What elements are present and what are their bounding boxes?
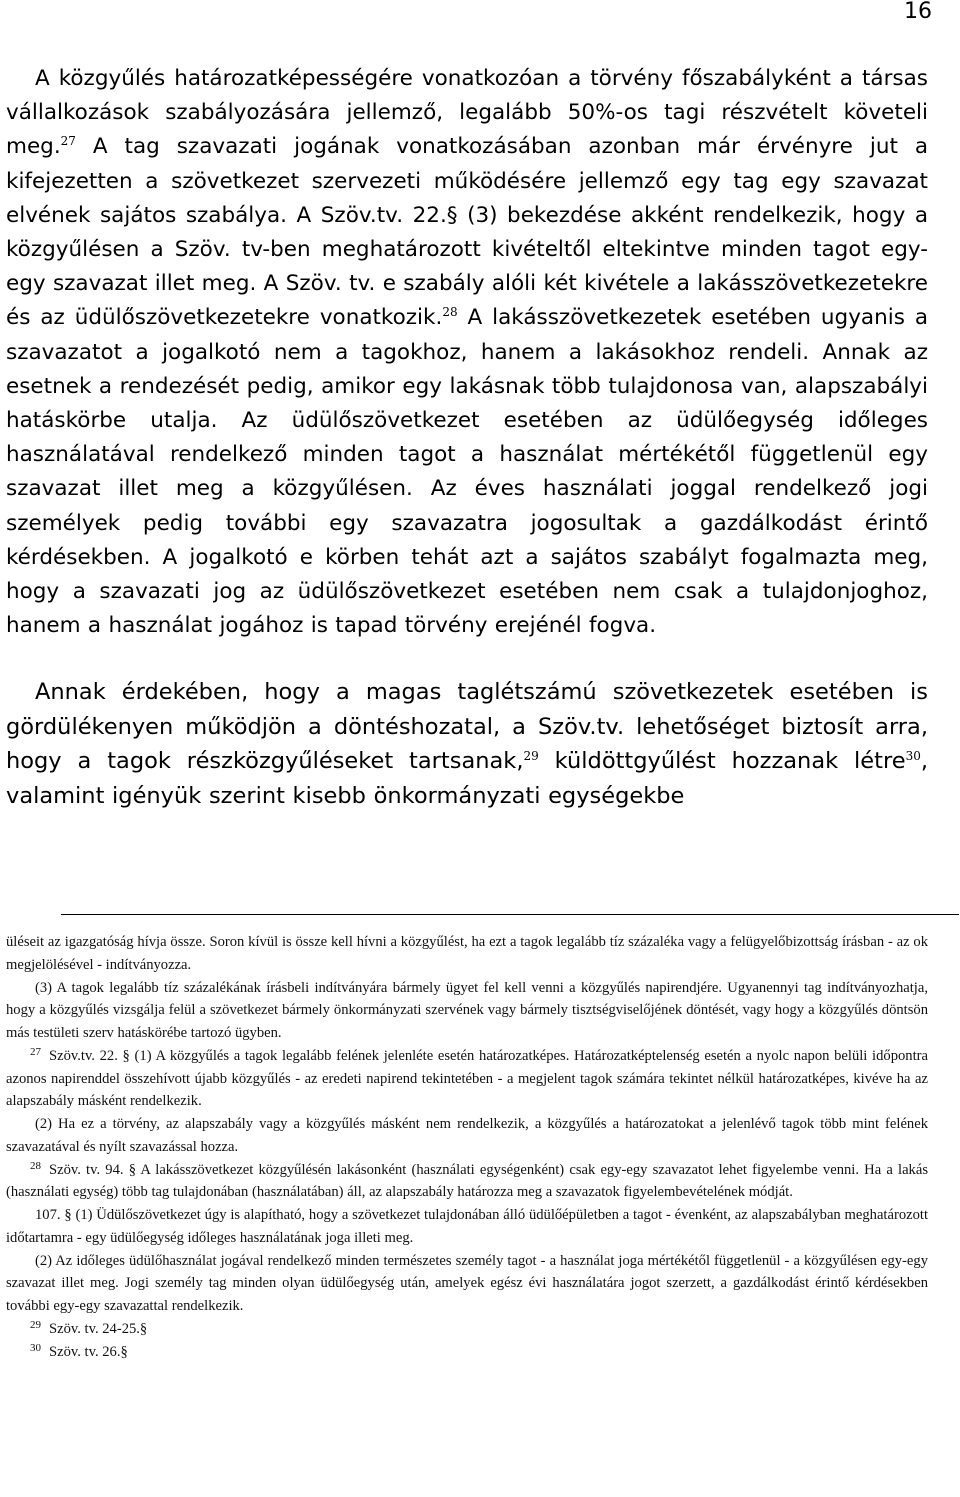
footnote-28 <box>6 1159 928 1205</box>
footnote-29-marker: 29 <box>30 1318 41 1331</box>
paragraph-1-part-b: A tag szavazati jogának vonatkozásában azonban már érvényre jut a kifejezetten a szövetkezet szervezeti működésére jellemző egy tag egy szavazat elvének sajátos szabálya. A Szöv.tv. 22.§ (3) bekezdése akként rendelkezik, hogy a közgyűlésen a Szöv. tv-ben meghatározott kivételtől eltekintve minden tagot egy-egy szavazat illet meg. A Szöv. tv. e szabály alóli két kivétele a lakásszövetkezetekre és az üdülőszövetkezetekre vonatkozik. <box>6 134 928 331</box>
paragraph-2-part-c: , valamint igényük szerint kisebb önkormányzati egységekbe <box>6 748 928 809</box>
footnote-28-paragraph-2: 107. § (1) Üdülőszövetkezet úgy is alapítható, hogy a szövetkezet tulajdonában álló üdülőépületben a tagot - évenként, az alapszabályban meghatározott időtartamra - egy üdülőegység időleges használatának joga illeti meg. <box>6 1207 928 1246</box>
paragraph-2 <box>6 675 928 813</box>
footnote-27-marker: 27 <box>30 1045 41 1058</box>
paragraph-2-part-b: küldöttgyűlést hozzanak létre <box>538 748 906 775</box>
footnote-continuation-2: (3) A tagok legalább tíz százalékának írásbeli indítványára bármely ügyet fel kell venni a közgyűlés napirendjére. Ugyanennyi tag indítványozhatja, hogy a közgyűlés vizsgálja felül a szövetkezet bármely önkormányzati szervének vagy bármely tisztségviselőjének döntését, vagy hogy a közgyűlés döntsön más testületi szerv hatáskörébe tartozó ügyben. <box>6 979 928 1041</box>
footnote-29 <box>6 1318 928 1341</box>
footnote-ref-27[interactable]: 27 <box>60 134 76 149</box>
footnote-ref-29[interactable]: 29 <box>523 749 539 764</box>
footnote-28-paragraph-3: (2) Az időleges üdülőhasználat jogával rendelkező minden természetes személy tagot - a használat joga mértékétől függetlenül - a közgyűlésen egy-egy szavazat illet meg. Jogi személy tag minden olyan üdülőegység után, amelyek egész évi használatára jogot szerzett, a gazdálkodást érintő kérdésekben további egy-egy szavazattal rendelkezik. <box>6 1252 928 1314</box>
footnote-30 <box>6 1341 928 1364</box>
paragraph-1 <box>6 62 928 643</box>
footnote-continuation-1: üléseit az igazgatóság hívja össze. Soron kívül is össze kell hívni a közgyűlést, ha ezt a tagok legalább tíz százaléka vagy a felügyelőbizottság írásban - az ok megjelölésével - indítványozza. <box>6 934 928 973</box>
footnote-28-text: Szöv. tv. 94. § A lakásszövetkezet közgyűlésén lakásonként (használati egységenként) csak egy-egy szavazatot lehet figyelembe venni. Ha a lakás (használati egység) több tag tulajdonában (használatában) áll, az alapszabály határozza meg a szavazatok figyelembevételének módját. <box>6 1161 928 1201</box>
footnote-27-text: Szöv.tv. 22. § (1) A közgyűlés a tagok legalább felének jelenléte esetén határozatképes. Határozatképtelenség esetén a nyolc napon belüli időpontra azonos napirenddel összehívott újabb közgyűlés - az eredeti napirend tekintetében - a megjelent tagok számára tekintet nélkül határozatképes, kivéve ha az alapszabály másként rendelkezik. <box>6 1047 928 1110</box>
paragraph-1-part-c: A lakásszövetkezetek esetében ugyanis a szavazatot a jogalkotó nem a tagokhoz, hanem a lakásokhoz rendeli. Annak az esetnek a rendezését pedig, amikor egy lakásnak több tulajdonosa van, alapszabályi hatáskörbe utalja. Az üdülőszövetkezet esetében az üdülőegység időleges használatával rendelkező minden tagot a használat mértékétől függetlenül egy szavazat illet meg a közgyűlésen. Az éves használati joggal rendelkező jogi személyek pedig további egy szavazatra jogosultak a gazdálkodást érintő kérdésekben. A jogalkotó e körben tehát azt a sajátos szabályt fogalmazta meg, hogy a szavazati jog az üdülőszövetkezet esetében nem csak a tulajdonjoghoz, hanem a használat jogához is tapad törvény erejénél fogva. <box>6 305 928 639</box>
footnote-28-marker: 28 <box>30 1159 41 1172</box>
footnotes <box>6 931 928 1363</box>
main-text <box>6 62 928 813</box>
footnote-29-text: Szöv. tv. 24-25.§ <box>49 1320 148 1337</box>
page-number: 16 <box>904 0 932 24</box>
footnote-divider <box>61 914 959 915</box>
paragraph-2-part-a: Annak érdekében, hogy a magas taglétszámú szövetkezetek esetében is gördülékenyen működjön a döntéshozatal, a Szöv.tv. lehetőséget biztosít arra, hogy a tagok részközgyűléseket tartsanak, <box>6 679 928 775</box>
footnote-ref-30[interactable]: 30 <box>905 749 921 764</box>
footnote-30-marker: 30 <box>30 1341 41 1354</box>
footnote-27 <box>6 1045 928 1113</box>
footnote-30-text: Szöv. tv. 26.§ <box>49 1343 128 1360</box>
paragraph-1-part-a: A közgyűlés határozatképességére vonatkozóan a törvény főszabályként a társas vállalkozások szabályozására jellemző, legalább 50%-os tagi részvételt követeli meg. <box>6 66 928 160</box>
footnote-ref-28[interactable]: 28 <box>442 305 458 320</box>
footnote-27-paragraph-2: (2) Ha ez a törvény, az alapszabály vagy a közgyűlés másként nem rendelkezik, a közgyűlés a határozatokat a jelenlévő tagok több mint felének szavazatával és nyílt szavazással hozza. <box>6 1116 928 1155</box>
